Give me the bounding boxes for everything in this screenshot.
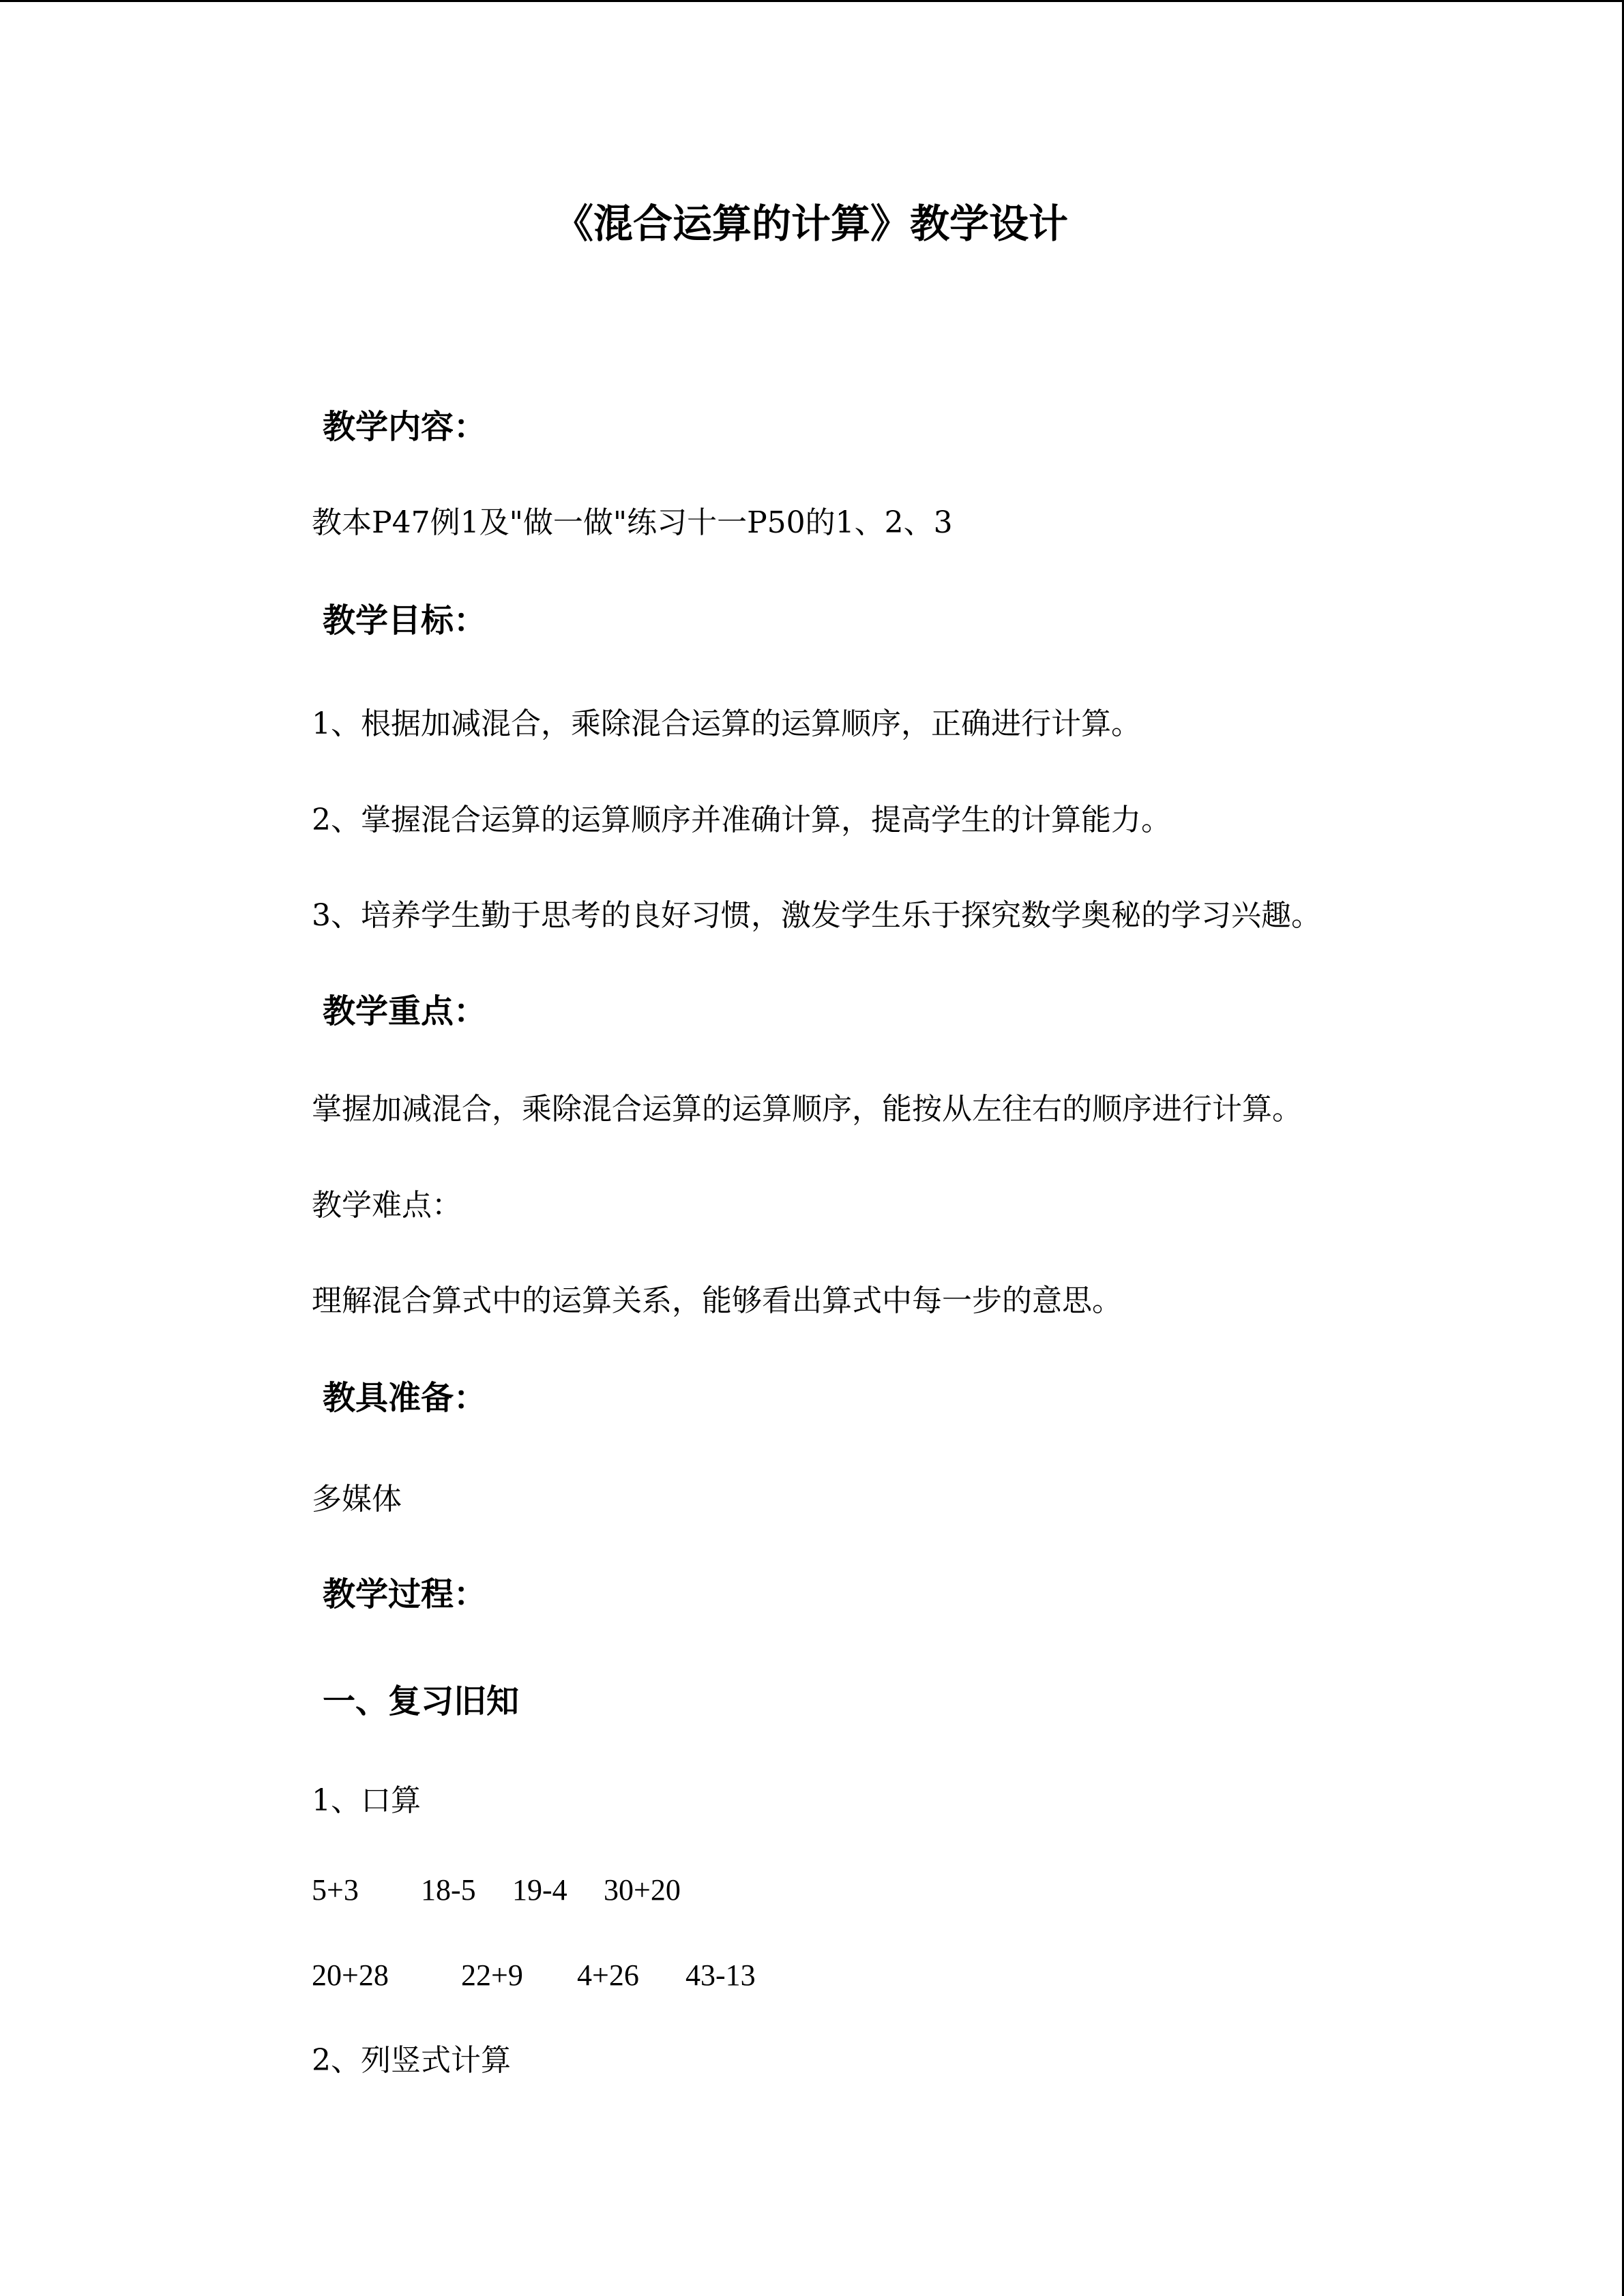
expression: 18-5 — [421, 1873, 476, 1907]
content-text: 教本P47例1及"做一做"练习十一P50的1、2、3 — [312, 505, 953, 540]
section-heading-keypoint: 教学重点： — [323, 992, 487, 1030]
expression: 4+26 — [577, 1958, 639, 1992]
objective-item-2: 2、掌握混合运算的运算顺序并准确计算，提高学生的计算能力。 — [312, 803, 1171, 837]
keypoint-text: 掌握加减混合，乘除混合运算的运算顺序，能按从左往右的顺序进行计算。 — [312, 1092, 1302, 1127]
oral-calc-label: 1、口算 — [312, 1783, 421, 1818]
section-heading-process: 教学过程： — [323, 1575, 487, 1613]
expression: 19-4 — [512, 1873, 567, 1907]
expression: 20+28 — [312, 1958, 389, 1992]
expression: 22+9 — [461, 1958, 523, 1992]
objective-item-1: 1、根据加减混合，乘除混合运算的运算顺序，正确进行计算。 — [312, 706, 1141, 741]
step-heading-review: 一、复习旧知 — [323, 1682, 520, 1720]
page-title: 《混合运算的计算》教学设计 — [553, 200, 1068, 247]
section-heading-tools: 教具准备： — [323, 1379, 487, 1417]
objective-item-3: 3、培养学生勤于思考的良好习惯，激发学生乐于探究数学奥秘的学习兴趣。 — [312, 898, 1321, 933]
expression: 43-13 — [685, 1958, 756, 1992]
section-heading-objectives: 教学目标： — [323, 601, 487, 640]
vertical-calc-label: 2、列竖式计算 — [312, 2043, 511, 2078]
tools-text: 多媒体 — [312, 1482, 402, 1517]
expression: 5+3 — [312, 1873, 359, 1907]
difficulty-text: 理解混合算式中的运算关系，能够看出算式中每一步的意思。 — [312, 1283, 1122, 1318]
section-heading-difficulty: 教学难点： — [312, 1188, 462, 1223]
section-heading-content: 教学内容： — [323, 408, 487, 446]
expression: 30+20 — [604, 1873, 681, 1907]
